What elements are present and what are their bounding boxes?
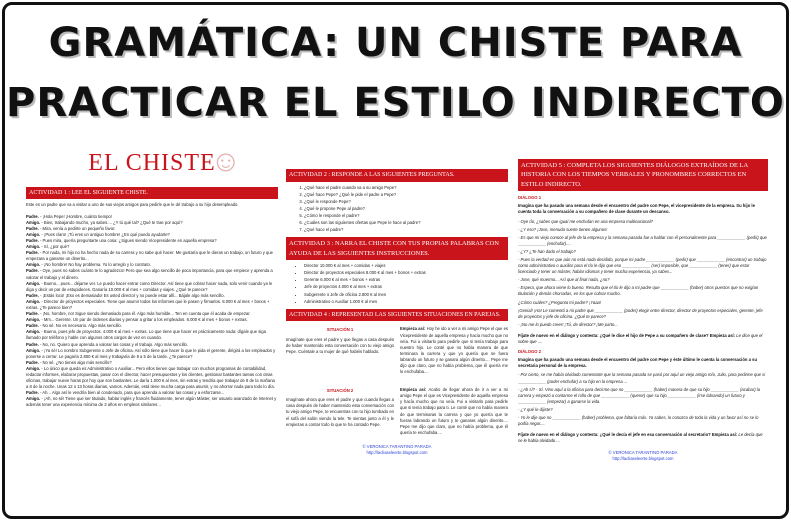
speaker: Amigo. [26,298,41,304]
page-heading [26,146,278,181]
question-item: 6. ¿Cuáles son las siguientes ofertas que Pepe le hace al padre? [304,220,508,226]
dialog-line: - Yo le dije que no ____________ (haber) problema, que faltaría más. Ya sabes, lo conozco de toda la vida y un favor así no se lo podía negar.... [518,414,759,427]
speaker: Padre. [26,213,39,219]
dialog-line: - ¿Y? ¿Te han dado el trabajo? [518,248,576,254]
speaker: Amigo. [26,365,41,371]
instruction-item: • Gerente 6.000 € al mes + bonos + extras [304,277,508,283]
line-text: - Lo único que queda es Administrativo o Auxiliar... Pero ellos tienen que trabajar con muchos programas de contabilidad, redactar informes, elaborar propuestas, pasar con el director, hacer presupuestos y los clientes, gestionar bastantes tareas con otras oficinas, trabajar nueve horas por hoy que son bastantes. Le daría 1.000 € al mes, sin extras y tendría que trabajar de 8 de la mañana a 8 de la noche. Unas 12 o 13 horas diarias, vamos. Además, está tiene mucha carga para asumir, y no ahorrar nada para todo lo día. [26,365,275,390]
blog-link[interactable]: http://lacliaseleerte.blogspot.com [366,450,428,456]
intro-text: Este es un padre que va a visitar a uno de sus viejos amigos para pedirle que le dé trabajo a su hijo desempleado. [26,202,239,208]
question-item: 3. ¿Qué le responde Pepe? [304,199,508,205]
start-label: Empieza así: [400,326,426,332]
line-text: - Bien, trabajando mucho, ya sabes.... ¿Y tú qué tal? ¿Qué te trae por aquí? [40,219,183,225]
joke-dialogue [26,214,278,409]
start-label: Empieza así: [400,387,427,393]
activity-4-header: ACTIVIDAD 4 : REPRESENTAD LAS SIGUIENTES SITUACIONES EN PAREJAS. [286,309,508,322]
dialogue-line [26,366,278,390]
dialog-line: ¡Genial! ¡Ha! Le comentó a mi padre que ____________ (poder) elegir entre director, director de proyectos especiales, gerente, jefe de proyectos y jefe de oficina. ¿Qué te parece? [518,307,763,319]
dialog-line: - Oye tío, ¿sabes que igual me enchufan en una empresa multinacional? [518,218,654,224]
speaker: Padre. [26,268,39,274]
heading-text: EL CHISTE [88,150,216,176]
line-text: - ¡Ya sé! Lo nombro Subgerente o Jefe de oficina. Así sólo tiene que hacer lo que le pida el gerente, dirigirá a los empleados y ponerse a cerrar. Le pagaría 2.800 € al mes y trabajaría de 9 a 5 de la tarde. ¿Te parece? [26,347,276,359]
dialog-line: - ¡No me lo puedo creer! ¡Tú, de director? ¡Me parto... [518,321,618,327]
line-text: - Bueno, pues jefe de proyectos. 4.000 € al mes + extras. Lo que tiene que hacer es prácticamente nada: dígale que siga llamado por teléfono y hable con algunos otros cargos de vez en cuando. [26,329,266,341]
speaker: Amigo. [26,262,41,268]
dialog-line: - Es que mi viejo conoce al jefe de la empresa y la semana pasada fue a hablar con él personalmente para ____________ (pedir) que ____________ (enchufar).... [518,234,767,246]
speaker: Amigo. [26,219,41,225]
instruction-item: • Jefe de proyectos 4.000 € al mes + extras [304,284,508,290]
activity-3-header: ACTIVIDAD 3 : NARRA EL CHISTE CON TUS PROPIAS PALABRAS CON AYUDA DE LAS SIGUIENTES INSTRUCCIONES. [286,237,508,260]
footer [518,450,768,462]
question-item: 4. ¿Qué le propone Pepe al padre? [304,206,508,212]
worksheet-page-3 [518,155,768,515]
instruction-item: • Director 10.000 € al mes + comidas + viajes [304,263,508,269]
line-text: - Pues mira, quería preguntarte una cosa: ¿Sigues siendo Vicepresidente en aquella empresa? [38,237,217,243]
situation-1-title: SITUACIÓN 1 [326,327,354,333]
dialog-2-title: DIÁLOGO 2 [518,349,542,355]
dialog-2-intro: Imagina que ha pasado una semana desde el encuentro del padre con Pepe y éste último le cuenta la conversación a su secretaria personal de la empresa. [518,357,757,369]
author-credit: © VERONICA TARANTINO PARADA [362,443,432,449]
line-text: - ¡No, hombre, no! Sigue siendo demasiado para él. Algo más humilde... Ten en cuenta que él acaba de empezar. [38,311,251,317]
situation-1 [286,324,508,377]
dialog-line: - ¿Y qué le dijiste? [518,406,553,412]
line-text: - Mira, venía a pedirte un pequeño favor. [38,225,116,231]
line-text: - No sé. No es necesario. Algo más sencillo. [38,323,122,329]
situation-1-text: Imagínate que eres el padre y que llegas a casa después de haber mantenido esta conversación con tu viejo amigo Pepe. Cuéntale a tu mujer de qué habéis hablado. [286,336,394,354]
start-text: Hoy he ido a ver a mi amigo Pepe el que es Vicepresidente de aquella empresa y hacía mucho que no veía. Fui a visitarlo para pedirle que si tenía trabajo para nuestro hijo. Le conté que no había manera de que terminara la carrera y que yo quería que se fuera labrando un futuro y se ganara algún dinerito.... Pepe me dijo que claro, que no había problema, que él quería me lo enchufaba.... [400,326,508,375]
worksheet-page-2 [286,165,508,525]
dialogue-line [26,268,278,280]
question-text: Fíjate de nuevo en el diálogo y contesta: ¿Qué le decía el jefe en esa conversación al secretario? Empieza así: [518,432,739,438]
line-text: - No sé. ¿No tienes algo más sencillo? [38,359,112,365]
line-text: - Ah... Algo así le vendría bien al condenado, para que aprenda a valorar las cosas y a esforzarse... [38,390,225,396]
dialogue-line [26,299,278,311]
line-text: - ¡Estás loco! ¡Eso es demasiado! Es usted director y no puede estar allí... Bájale algo más sencillo. [38,292,225,298]
instruction-item: • Director de proyectos especiales 8.000 € al mes + bonos + extras [304,270,508,276]
line-text: - ¡No hombre! No hay problema. Yo lo arreglo y lo contrato. [40,262,151,268]
activity-1-header: ACTIVIDAD 1 : LEE EL SIGUIENTE CHISTE. [26,187,278,200]
speaker: Amigo. [26,280,41,286]
speaker: Padre. [26,341,39,347]
blog-link[interactable]: http://lacliaseleerte.blogspot.com [612,456,674,462]
dialog-line: - ¿Ah sí? - Sí. Vino aquí a la oficina para decirme que no ____________ (haber) manera de que su hijo ____________ (acabar) la carrera y empezó a contarme el rollo de que ____________ (querer) que su hijo ____________ (irse labrando) un futuro y ____________ (empezar) a ganarse la vida. [518,386,761,404]
footer [286,444,508,456]
question-list [304,185,508,234]
line-text: - Director de proyectos especiales. Tiene que asumir todos los informes que le pasen y firmarlos. 8.000 € al mes + bonos + extras. ¿Te parece bien? [26,298,270,310]
dialog-1-question [518,333,768,345]
speaker: Padre. [26,323,39,329]
line-text: - Bueno... pues... déjame ver. Le puedo hacer entrar como Director. Así tiene que cobrar hacer nada, solo venir cuando ya le diga y decir un par de estupideces. Ganaría 10.000 € al mes + comidas y viajes. ¿Qué te parece? [26,280,273,292]
speaker: Padre. [26,237,39,243]
dialog-1-lines [518,219,768,328]
situation-2-text: Imagínate ahora que eres el padre y que cuando llegas a casa después de haber mantenido esta conversación con tu viejo amigo Pepe, te encuentras con tu hijo tumbado en el sofá del salón viendo la tele. Te sientas junto a él y le empiezas a contar todo lo que te ha contado Pepe. [286,397,395,427]
instruction-item: • Subgerente o Jefe de oficina 2.800 € al mes [304,292,508,298]
dialogue-line [26,396,278,408]
line-text: - Sí, ¿por qué? [40,244,70,250]
line-text: - Oye, pues no sabes cuánto te lo agradezco! Pero que sea algo sencillo de poca importancia, para que empiece y aprenda a valorar el trabajo y el dinero. [26,268,273,280]
dialog-line: - ¿Y eso? ¡Jose, menuda suerte tienen algunos! [518,226,608,232]
line-text: - Por nada, mi hijo no ha hecho nada de su carrera y no sabe qué hacer. Me gustaría que le dieras un trabajo, un futuro y que empezara a ganarse un dinerito... [26,250,273,262]
activity-5-header: ACTIVIDAD 5 : COMPLETA LOS SIGUIENTES DIÁLOGOS EXTRAÍDOS DE LA HISTORIA CON LOS TIEMPOS VERBALES Y PRONOMBRES CORRECTOS EN ESTILO INDIRECTO. [518,159,768,191]
speaker: Amigo. [26,244,41,250]
activity-2-header: ACTIVIDAD 2 : RESPONDE A LAS SIGUIENTES PREGUNTAS. [286,169,508,182]
worksheet-page-1 [26,138,278,510]
question-item: 5. ¿Cómo le responde el padre? [304,213,508,219]
dialogue-line [26,250,278,262]
speaker: Padre. [26,292,39,298]
dialogue-line [26,348,278,360]
question-item: 7. ¿Qué hace el padre? [304,227,508,233]
dialog-2-lines [518,372,768,427]
dialog-line: - Pues la verdad es que aún no está nada decidido, porque mi padre ____________ (pedir) que ____________ (encontrar) un trabajo como administrativo o auxiliar para el tío le dijo que eso ____________ (ser) imposible, que ____________ (tener) que estar licenciado y tener un máster, hablar idiomas y tener mucha experiencia, ya sabes... [518,257,767,275]
line-text: - ¡Ah, no sé! Tiene que ser titulado, hablar inglés y francés fluidamente, tener algún Máster, ser usuario avanzado de Internet y además tener una experiencia mínima de 3 años en empleos similares... [26,396,277,408]
speaker: Padre. [26,311,39,317]
dialog-line: - Espera, que ahora viene lo bueno. Resulta que el tío le dijo a mi padre que ____________ (haber) otros puestos que no exigían titulación y demás chorradas, en los que cobrar mucho. [518,285,759,297]
speaker: Amigo. [26,347,41,353]
start-text: Le decía que se le había olvidado ... [518,432,763,444]
line-text: - ¡Pues claro! ¡Tú eres un antiguo hombre! ¿En qué puedo ayudarte? [40,231,170,237]
line-text: - ¡Hola Pepe! ¡Hombre, cuánto tiempo! [38,213,112,219]
instruction-list [304,263,508,305]
dialog-2-question [518,432,768,444]
question-text: Fíjate de nuevo en el diálogo y contesta: ¿Qué le dice el hijo de Pepe a su compañero de clase? Empieza así: [518,332,737,338]
speaker: Padre. [26,359,39,365]
question-item: 2. ¿Qué hace Pepe? ¿Qué le pide el padre a Pepe? [304,192,508,198]
situation-2 [286,385,508,438]
speaker: Amigo. [26,329,41,335]
start-text: Acabo de llegar ahora de ir a ver a mi amigo Pepe el que es Vicepresidente de aquella empresa y hacía mucho que no veía. Fui a visitarlo para pedirle que si tenía trabajo para ti. Le conté que no había manera de que terminaras la carrera y que yo quería que te fueras labrando un futuro y te ganaras algún dinerito.... Pepe me dijo que claro, que no había problema, que él quería te enchufaba.... [400,387,508,435]
speaker: Amigo. [26,231,41,237]
speaker: Padre. [26,390,39,396]
speaker: Padre. [26,225,39,231]
start-text: Le dice que el sobre que .... [518,332,763,345]
dialogue-line [26,329,278,341]
author-credit: © VERONICA TARANTINO PARADA [608,450,678,456]
title-line-1: GRAMÁTICA: UN CHISTE PARA [48,20,743,66]
dialog-1-title: DIÁLOGO 1 [518,195,542,201]
title-line-2: PRACTICAR EL ESTILO INDIRECTO [6,80,785,126]
speaker: Padre. [26,250,39,256]
instruction-item: • Administrativo o Auxiliar 1.000 € al mes [304,299,508,305]
line-text: - Mm... Gerente. Un par de órdenes diarias y pensar a gritar a los empleados. 6.000 € al mes + bonos + extras. [40,317,248,323]
dialog-line: ¿Cómo cuáles? ¿Pregunta mi padre? ¡Yaaa! [518,299,602,305]
question-item: 1. ¿Qué hace el padre cuando va a su amigo Pepe? [304,185,508,191]
dialogue-line [26,281,278,293]
dialog-line: - Por cierto, se me había olvidado comentarte que la semana pasada se pasó por aquí un viejo amigo mío, Julio, para pedirme que si ____________ (poder enchufar) a su hijo en la empresa.... [518,372,766,384]
smiley-face-icon: ☺ [210,145,242,178]
speaker: Amigo. [26,396,41,402]
situation-2-title: SITUACIÓN 2 [326,388,354,394]
dialog-1-intro: Imagina que ha pasado una semana desde el encuentro del padre con Pepe, el vicepresidente de la empresa. Su hijo le cuenta toda la conversación a su compañero de clase durante un descanso. [518,203,755,215]
line-text: - No, no. Quiero que aprenda a valorar las cosas y el trabajo. Algo más sencillo. [38,341,189,347]
speaker: Amigo. [26,317,41,323]
dialog-line: - Jose, qué muermo... Así que al final nada, ¿no? [518,277,610,283]
